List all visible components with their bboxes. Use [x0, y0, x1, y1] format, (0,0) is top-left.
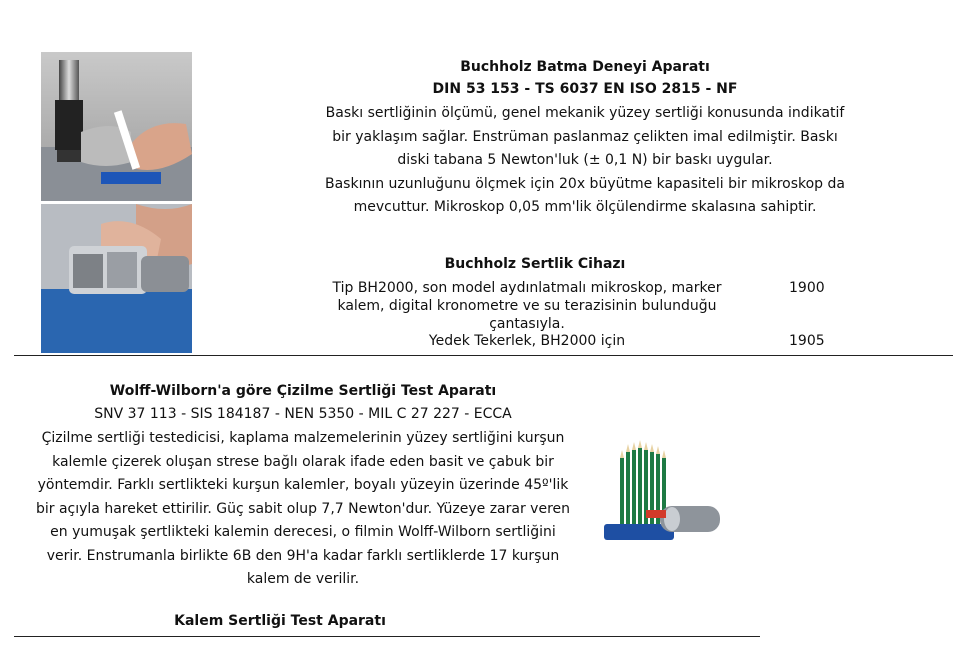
wolff-wilborn-pencils-photo [600, 440, 728, 546]
divider [14, 355, 953, 356]
text-line: verir. Enstrumanla birlikte 6B den 9H'a kadar farklı sertliklerde 17 kurşun [46, 547, 560, 564]
product-description [300, 279, 754, 333]
product-code: 1905 [789, 333, 825, 349]
text-line: Çizilme sertliği testedicisi, kaplama malzemelerinin yüzey sertliğini kurşun [41, 430, 565, 446]
text-line: kalem de verilir. [246, 571, 360, 587]
buchholz-marker-photo [41, 52, 192, 201]
text-line: diski tabana 5 Newton'luk (± 0,1 N) bir baskı uygular. [397, 152, 773, 168]
text-line: mevcuttur. Mikroskop 0,05 mm'lik ölçülendirme skalasına sahiptir. [353, 199, 817, 215]
text-line: kalemle çizerek oluşan strese bağlı olarak ifade eden basit ve çabuk bir [52, 453, 554, 470]
section1-description [298, 102, 872, 220]
divider [14, 636, 760, 637]
text-line: bir açıyla hareket ettirilir. Güç sabit olup 7,7 Newton'dur. Yüzeye zarar veren [35, 500, 571, 517]
buchholz-device-photo [41, 204, 192, 353]
section3-title: Wolff-Wilborn'a göre Çizilme Sertliği Test Aparatı [109, 383, 497, 399]
text-line: Baskının uzunluğunu ölçmek için 20x büyütme kapasiteli bir mikroskop da [325, 175, 845, 192]
section4-title: Kalem Sertliği Test Aparatı [174, 613, 386, 629]
text-line: bir yaklaşım sağlar. Enstrüman paslanmaz çelikten imal edilmiştir. Baskı [332, 128, 838, 145]
text-line: çantasıyla. [489, 316, 565, 332]
text-line: en yumuşak şertlikteki kalemin derecesi, o filmin Wolff-Wilborn sertliğini [50, 524, 556, 540]
section1-standards: DIN 53 153 - TS 6037 EN ISO 2815 - NF [432, 81, 738, 97]
text-line: yöntemdir. Farklı sertlikteki kurşun kalemler, boyalı yüzeyin üzerinde 45º'lik [37, 477, 569, 493]
section3-description [4, 427, 602, 592]
text-line: Tip BH2000, son model aydınlatmalı mikroskop, marker [332, 280, 722, 296]
text-line: kalem, digital kronometre ve su terazisinin bulunduğu [337, 298, 717, 314]
product-code: 1900 [789, 280, 825, 296]
section2-title: Buchholz Sertlik Cihazı [444, 256, 626, 272]
section1-title: Buchholz Batma Deneyi Aparatı [460, 59, 710, 75]
section3-standards: SNV 37 113 - SIS 184187 - NEN 5350 - MIL C 27 227 - ECCA [94, 406, 512, 422]
text-line: Baskı sertliğinin ölçümü, genel mekanik yüzey sertliği konusunda indikatif [325, 105, 845, 121]
product-description: Yedek Tekerlek, BH2000 için [428, 333, 626, 349]
